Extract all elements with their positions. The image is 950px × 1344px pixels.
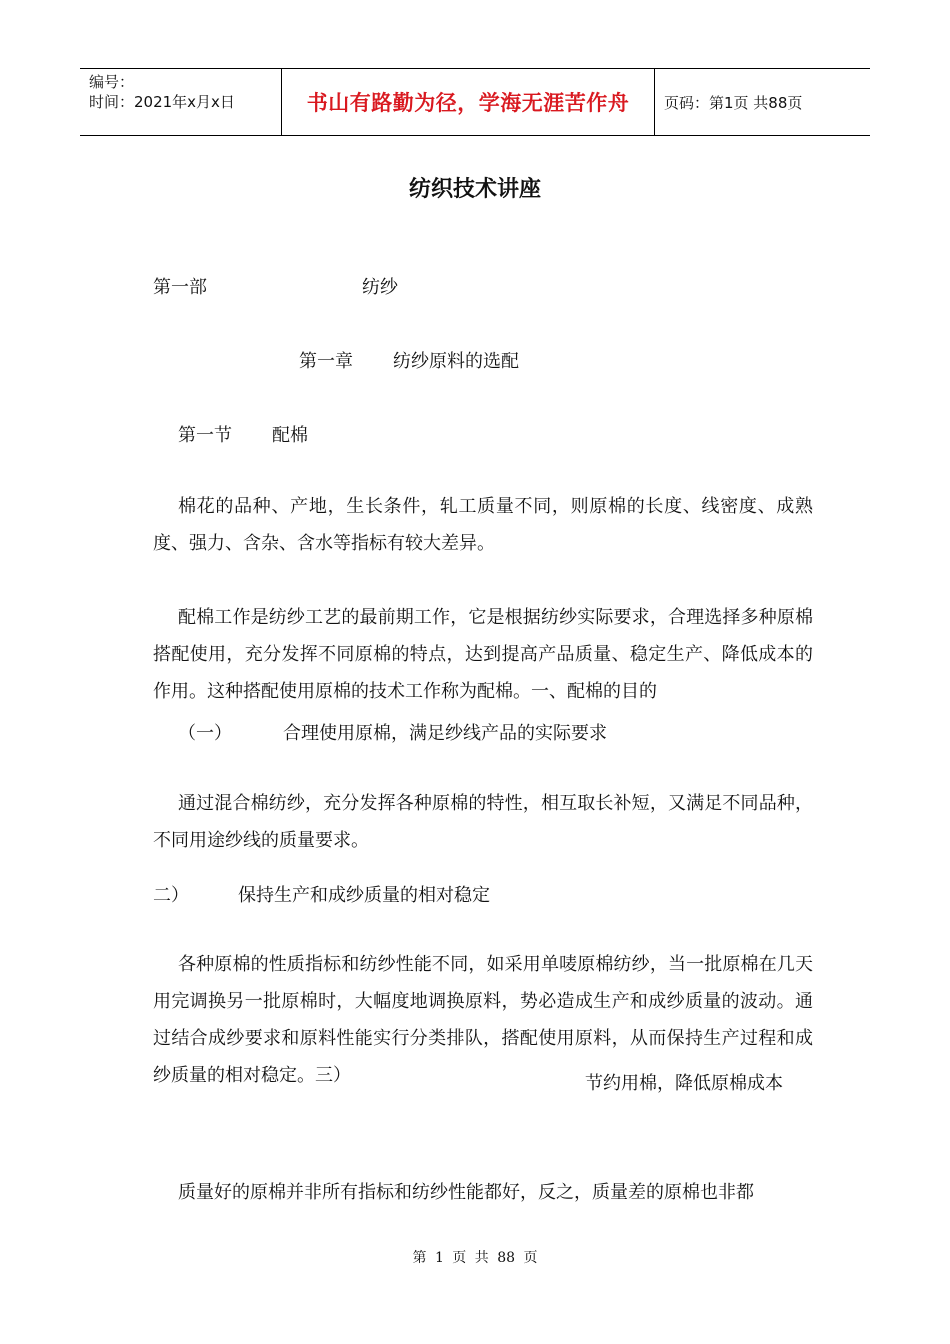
item-2-label: 二） xyxy=(153,885,189,906)
header-table xyxy=(80,68,870,136)
item-1-label: （一） xyxy=(178,723,232,744)
time-label: 时间：2021年x月x日 xyxy=(89,93,235,111)
section-label: 第一节 xyxy=(178,425,232,446)
header-motto: 书山有路勤为径，学海无涯苦作舟 xyxy=(282,69,655,135)
part-name: 纺纱 xyxy=(362,277,398,298)
paragraph-4: 各种原棉的性质指标和纺纱性能不同，如采用单唛原棉纺纱，当一批原棉在几天用完调换另一批原棉时，大幅度地调换原料，势必造成生产和成纱质量的波动。通过结合成纱要求和原料性能实行分类排队，搭配使用原料，从而保持生产过程和成纱质量的相对稳定。三） xyxy=(153,954,813,1086)
paragraph-2: 配棉工作是纺纱工艺的最前期工作，它是根据纺纱实际要求，合理选择多种原棉搭配使用，充分发挥不同原棉的特点，达到提高产品质量、稳定生产、降低成本的作用。这种搭配使用原棉的技术工作称为配棉。一、配棉的目的 xyxy=(153,607,813,702)
part-label: 第一部 xyxy=(153,277,207,298)
item-3-text: 节约用棉，降低原棉成本 xyxy=(585,1073,783,1094)
number-label: 编号： xyxy=(89,73,135,91)
chapter-label: 第一章 xyxy=(299,351,353,372)
section-name: 配棉 xyxy=(272,425,308,446)
header-page-info: 页码：第1页 共88页 xyxy=(664,93,803,112)
paragraph-3: 通过混合棉纺纱，充分发挥各种原棉的特性，相互取长补短，又满足不同品种，不同用途纱线的质量要求。 xyxy=(153,793,813,851)
item-1-text: 合理使用原棉，满足纱线产品的实际要求 xyxy=(283,723,607,744)
page-footer: 第 1 页 共 88 页 xyxy=(412,1250,538,1266)
item-2-text: 保持生产和成纱质量的相对稳定 xyxy=(238,885,490,906)
header-info-cell xyxy=(80,69,282,135)
paragraph-5: 质量好的原棉并非所有指标和纺纱性能都好，反之，质量差的原棉也非都 xyxy=(178,1182,754,1203)
document-title: 纺织技术讲座 xyxy=(408,177,541,202)
chapter-name: 纺纱原料的选配 xyxy=(393,351,519,372)
paragraph-1: 棉花的品种、产地，生长条件，轧工质量不同，则原棉的长度、线密度、成熟度、强力、含杂、含水等指标有较大差异。 xyxy=(153,496,813,554)
